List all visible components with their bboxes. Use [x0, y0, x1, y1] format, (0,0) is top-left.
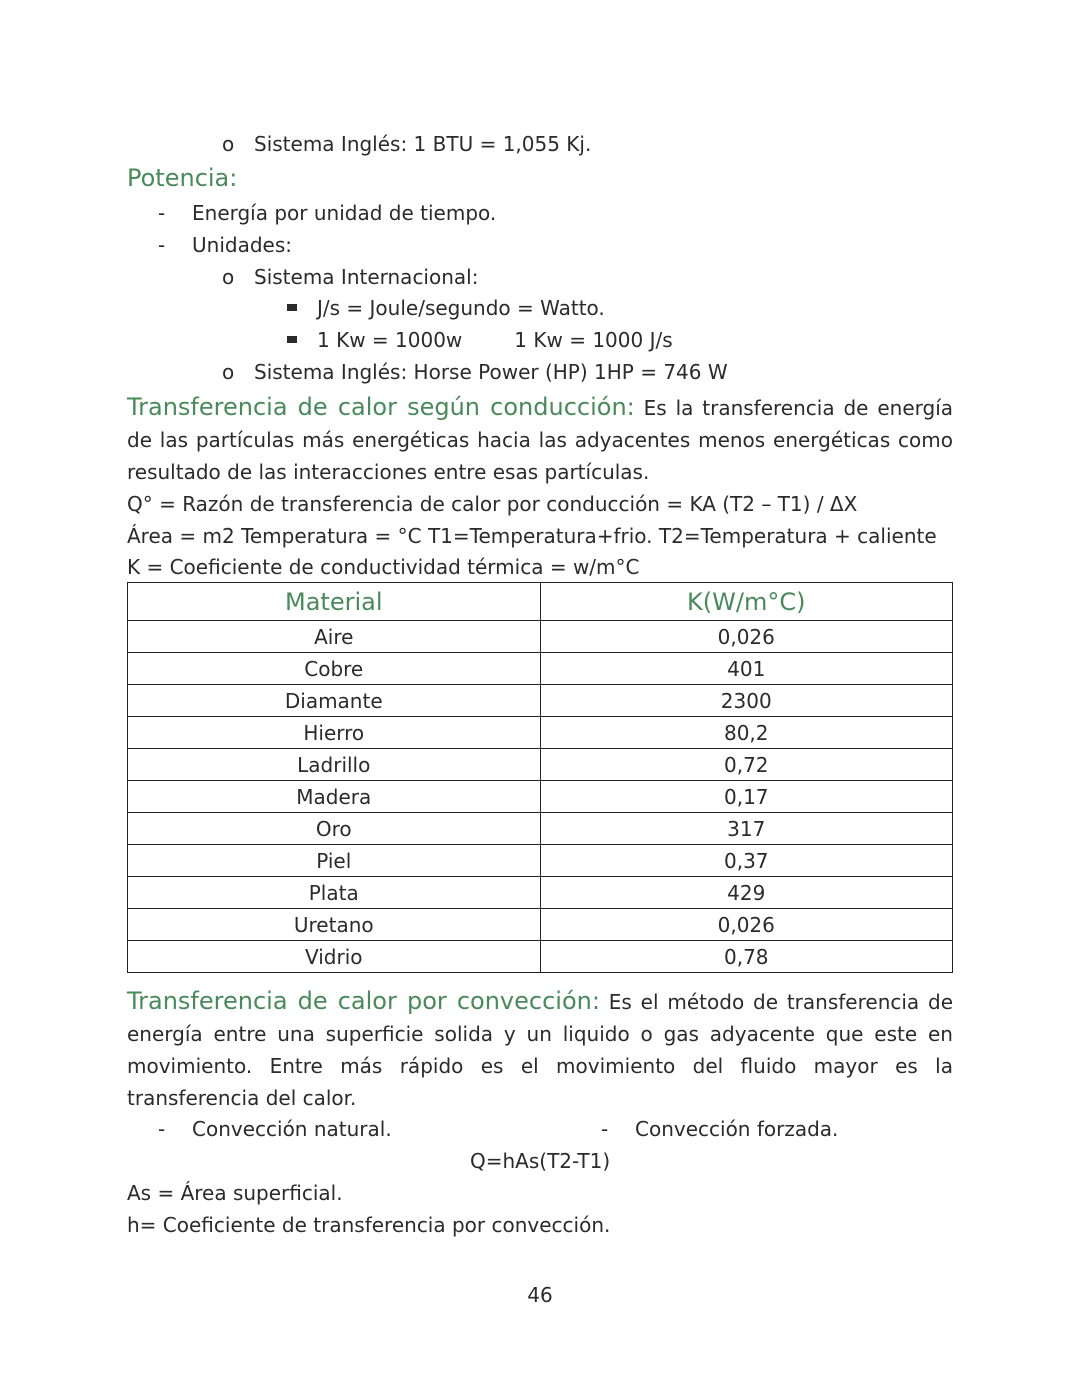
- table-header-row: [128, 583, 953, 621]
- k-definition: K = Coeficiente de conductividad térmica = w/m°C: [127, 555, 640, 579]
- material-cell: Piel: [128, 845, 541, 877]
- paragraph-conveccion: [127, 985, 953, 1114]
- section-heading-potencia: Potencia:: [127, 164, 238, 192]
- material-cell: Madera: [128, 781, 541, 813]
- list-item-text: 1 Kw = 1000 J/s: [514, 328, 673, 352]
- square-bullet: [287, 336, 297, 343]
- table-row: [128, 909, 953, 941]
- list-item-text: 1 Kw = 1000w: [317, 328, 463, 352]
- k-value-cell: 0,72: [540, 749, 953, 781]
- k-value-cell: 429: [540, 877, 953, 909]
- material-cell: Vidrio: [128, 941, 541, 973]
- material-cell: Ladrillo: [128, 749, 541, 781]
- k-value-cell: 401: [540, 653, 953, 685]
- list-item: [287, 326, 673, 354]
- table-row: [128, 877, 953, 909]
- list-item: [601, 1115, 838, 1143]
- column-header-material: Material: [128, 583, 541, 621]
- dash-bullet: -: [158, 1117, 166, 1141]
- dash-bullet: -: [158, 233, 166, 257]
- table-row: [128, 685, 953, 717]
- list-item: [222, 263, 478, 291]
- table-row: [128, 781, 953, 813]
- table-row: [128, 653, 953, 685]
- as-definition: As = Área superficial.: [127, 1181, 343, 1205]
- conductivity-table: [127, 582, 953, 973]
- list-item: [222, 358, 728, 386]
- k-value-cell: 0,17: [540, 781, 953, 813]
- material-cell: Plata: [128, 877, 541, 909]
- h-definition: h= Coeficiente de transferencia por convección.: [127, 1213, 611, 1237]
- material-cell: Cobre: [128, 653, 541, 685]
- k-value-cell: 0,78: [540, 941, 953, 973]
- circle-bullet: o: [222, 360, 235, 384]
- formula-conveccion: Q=hAs(T2-T1): [470, 1149, 611, 1173]
- material-cell: Diamante: [128, 685, 541, 717]
- list-item-text: Unidades:: [192, 233, 292, 257]
- list-item-text: Energía por unidad de tiempo.: [192, 201, 497, 225]
- k-value-cell: 0,026: [540, 621, 953, 653]
- dash-bullet: -: [601, 1117, 609, 1141]
- square-bullet: [287, 304, 297, 311]
- k-value-cell: 80,2: [540, 717, 953, 749]
- table-row: [128, 621, 953, 653]
- k-value-cell: 0,026: [540, 909, 953, 941]
- k-value-cell: 2300: [540, 685, 953, 717]
- page-number: 46: [527, 1283, 553, 1307]
- section-heading-conveccion: Transferencia de calor por convección:: [127, 987, 600, 1015]
- paragraph-conduccion: [127, 391, 953, 488]
- list-item-text: Convección natural.: [192, 1117, 392, 1141]
- list-item: [158, 1115, 392, 1143]
- column-header-k: K(W/m°C): [540, 583, 953, 621]
- formula-conduccion: Q° = Razón de transferencia de calor por conducción = KA (T2 – T1) / ΔX: [127, 492, 858, 516]
- paragraph-text: Es el método de transferencia de energía entre una superficie solida y un liquido o gas adyacente que este en movimiento. Entre más rápido es el movimiento del fluido mayor es la transferencia del calor.: [127, 990, 954, 1110]
- k-value-cell: 0,37: [540, 845, 953, 877]
- paragraph-text: Es la transferencia de energía de las partículas más energéticas hacia las adyacentes menos energéticas como resultado de las interacciones entre esas partículas.: [127, 396, 954, 484]
- circle-bullet: o: [222, 265, 235, 289]
- table-row: [128, 941, 953, 973]
- material-cell: Hierro: [128, 717, 541, 749]
- table-row: [128, 717, 953, 749]
- k-value-cell: 317: [540, 813, 953, 845]
- list-item: [158, 199, 496, 227]
- area-temperature-definition: Área = m2 Temperatura = °C T1=Temperatura+frio. T2=Temperatura + caliente: [127, 524, 937, 548]
- table-row: [128, 749, 953, 781]
- table-row: [128, 845, 953, 877]
- list-item-text: J/s = Joule/segundo = Watto.: [317, 296, 605, 320]
- dash-bullet: -: [158, 201, 166, 225]
- circle-bullet: o: [222, 132, 235, 156]
- section-heading-conduccion: Transferencia de calor según conducción:: [127, 393, 635, 421]
- list-item: [287, 294, 605, 322]
- material-cell: Oro: [128, 813, 541, 845]
- list-item-text: Sistema Internacional:: [254, 265, 479, 289]
- list-item-text: Sistema Inglés: 1 BTU = 1,055 Kj.: [254, 132, 592, 156]
- material-cell: Aire: [128, 621, 541, 653]
- list-item: [222, 130, 591, 158]
- list-item: [158, 231, 292, 259]
- table-row: [128, 813, 953, 845]
- list-item-text: Sistema Inglés: Horse Power (HP) 1HP = 746 W: [254, 360, 728, 384]
- list-item-text: Convección forzada.: [635, 1117, 839, 1141]
- material-cell: Uretano: [128, 909, 541, 941]
